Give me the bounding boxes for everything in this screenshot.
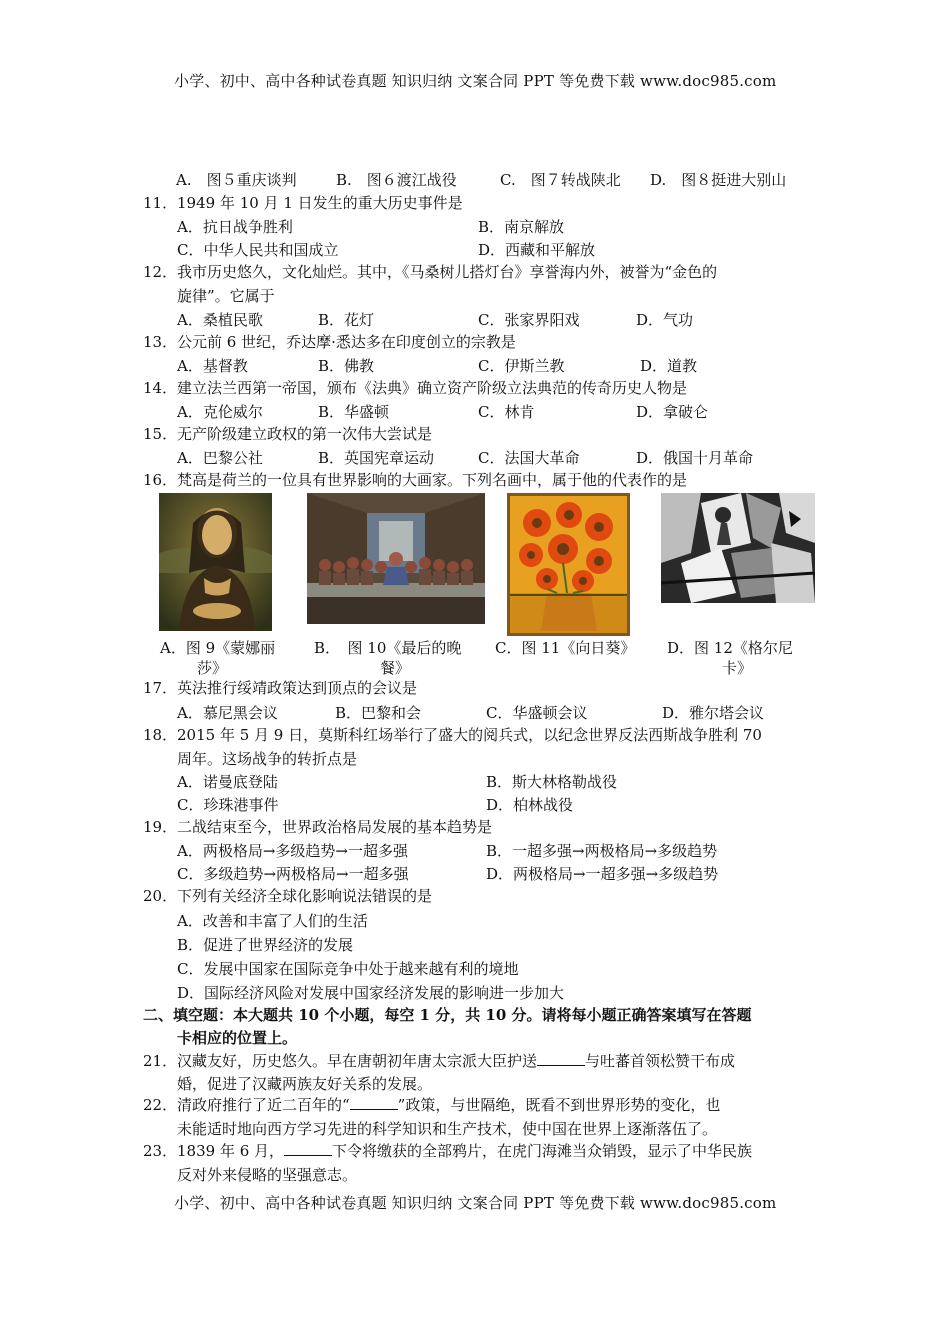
mona-lisa-image bbox=[159, 493, 272, 631]
q13-option-d: D．道教 bbox=[640, 357, 698, 375]
answer-blank[interactable] bbox=[284, 1141, 332, 1156]
question-22-text-cont: 未能适时地向西方学习先进的科学知识和生产技术，使中国在世界上逐渐落伍了。 bbox=[177, 1120, 718, 1138]
q17-option-b: B．巴黎和会 bbox=[335, 704, 422, 722]
q12-option-c: C．张家界阳戏 bbox=[478, 311, 580, 329]
question-number: 18． bbox=[143, 726, 178, 744]
section-2-heading: 二、填空题：本大题共 10 个小题，每空 1 分，共 10 分。请将每小题正确答案填写在答题 bbox=[143, 1006, 752, 1024]
question-number: 11． bbox=[143, 194, 178, 212]
q15-option-c: C．法国大革命 bbox=[478, 449, 580, 467]
caption-a-line2: 莎》 bbox=[197, 659, 228, 677]
question-text bbox=[177, 1051, 735, 1071]
q11-option-b: B．南京解放 bbox=[478, 218, 565, 236]
question-23-text-cont: 反对外来侵略的坚强意志。 bbox=[177, 1166, 358, 1184]
q10-option-b: B. 图６渡江战役 bbox=[336, 171, 457, 189]
caption-d-line1: D．图 12《格尔尼 bbox=[667, 639, 793, 657]
question-number: 23． bbox=[143, 1142, 178, 1160]
q20-option-c: C．发展中国家在国际竞争中处于越来越有利的境地 bbox=[177, 960, 519, 978]
q14-option-d: D．拿破仑 bbox=[636, 403, 709, 421]
question-number: 19． bbox=[143, 818, 178, 836]
last-supper-image bbox=[307, 493, 485, 624]
question-number: 16． bbox=[143, 471, 178, 489]
question-text: 1949 年 10 月 1 日发生的重大历史事件是 bbox=[177, 194, 463, 212]
q13-option-c: C．伊斯兰教 bbox=[478, 357, 565, 375]
text-part: ”政策，与世隔绝，既看不到世界形势的变化，也 bbox=[397, 1096, 721, 1114]
q11-option-a: A．抗日战争胜利 bbox=[177, 218, 293, 236]
q14-option-c: C．林肯 bbox=[478, 403, 535, 421]
section-2-heading-cont: 卡相应的位置上。 bbox=[177, 1029, 298, 1047]
question-number: 13． bbox=[143, 333, 178, 351]
q12-option-a: A．桑植民歌 bbox=[177, 311, 263, 329]
q13-option-a: A．基督教 bbox=[177, 357, 248, 375]
caption-b-line1: B． 图 10《最后的晚 bbox=[314, 639, 462, 657]
question-18-text-cont: 周年。这场战争的转折点是 bbox=[177, 750, 358, 768]
question-text: 无产阶级建立政权的第一次伟大尝试是 bbox=[177, 425, 433, 443]
caption-b-line2: 餐》 bbox=[380, 659, 411, 677]
q10-option-d: D. 图８挺进大别山 bbox=[650, 171, 787, 189]
answer-blank[interactable] bbox=[350, 1095, 398, 1110]
q13-option-b: B．佛教 bbox=[318, 357, 375, 375]
text-part: 1839 年 6 月， bbox=[177, 1142, 285, 1160]
text-part: 汉藏友好，历史悠久。早在唐朝初年唐太宗派大臣护送 bbox=[177, 1052, 538, 1070]
q15-option-a: A．巴黎公社 bbox=[177, 449, 263, 467]
text-part: 下令将缴获的全部鸦片，在虎门海滩当众销毁，显示了中华民族 bbox=[332, 1142, 753, 1160]
q18-option-b: B．斯大林格勒战役 bbox=[486, 773, 618, 791]
q20-option-a: A．改善和丰富了人们的生活 bbox=[177, 912, 368, 930]
q11-option-c: C．中华人民共和国成立 bbox=[177, 241, 339, 259]
q10-option-a: A. 图５重庆谈判 bbox=[176, 171, 297, 189]
sunflowers-image bbox=[507, 493, 630, 636]
question-text: 我市历史悠久，文化灿烂。其中，《马桑树儿搭灯台》享誉海内外，被誉为“金色的 bbox=[177, 263, 718, 281]
question-21-text-cont: 婚，促进了汉藏两族友好关系的发展。 bbox=[177, 1075, 433, 1093]
question-number: 22． bbox=[143, 1096, 178, 1114]
q15-option-d: D．俄国十月革命 bbox=[636, 449, 754, 467]
q18-option-c: C．珍珠港事件 bbox=[177, 796, 279, 814]
q20-option-b: B．促进了世界经济的发展 bbox=[177, 936, 354, 954]
q19-option-b: B．一超多强→两极格局→多级趋势 bbox=[486, 842, 718, 860]
question-number: 17． bbox=[143, 679, 178, 697]
q17-option-a: A．慕尼黑会议 bbox=[177, 704, 278, 722]
answer-blank[interactable] bbox=[537, 1051, 585, 1066]
question-number: 21． bbox=[143, 1052, 178, 1070]
question-text: 英法推行绥靖政策达到顶点的会议是 bbox=[177, 679, 418, 697]
q19-option-d: D．两极格局→一超多强→多级趋势 bbox=[486, 865, 719, 883]
question-text: 二战结束至今，世界政治格局发展的基本趋势是 bbox=[177, 818, 493, 836]
q15-option-b: B．英国宪章运动 bbox=[318, 449, 435, 467]
q18-option-d: D．柏林战役 bbox=[486, 796, 574, 814]
question-text: 公元前 6 世纪，乔达摩·悉达多在印度创立的宗教是 bbox=[177, 333, 516, 351]
text-part: 与吐蕃首领松赞干布成 bbox=[585, 1052, 736, 1070]
caption-c-line1: C．图 11《向日葵》 bbox=[495, 639, 636, 657]
q17-option-d: D．雅尔塔会议 bbox=[662, 704, 765, 722]
q19-option-a: A．两极格局→多级趋势→一超多强 bbox=[177, 842, 408, 860]
question-number: 14． bbox=[143, 379, 178, 397]
q11-option-d: D．西藏和平解放 bbox=[478, 241, 596, 259]
question-number: 12． bbox=[143, 263, 178, 281]
question-text bbox=[177, 1095, 720, 1115]
q18-option-a: A．诺曼底登陆 bbox=[177, 773, 278, 791]
question-text: 下列有关经济全球化影响说法错误的是 bbox=[177, 887, 433, 905]
guernica-image bbox=[661, 493, 815, 603]
q14-option-b: B．华盛顿 bbox=[318, 403, 390, 421]
question-text: 梵高是荷兰的一位具有世界影响的大画家。下列名画中，属于他的代表作的是 bbox=[177, 471, 688, 489]
question-12-text-cont: 旋律”。它属于 bbox=[177, 287, 275, 305]
caption-d-line2: 卡》 bbox=[722, 659, 753, 677]
question-number: 20． bbox=[143, 887, 178, 905]
q12-option-d: D．气功 bbox=[636, 311, 694, 329]
question-text bbox=[177, 1141, 752, 1161]
q19-option-c: C．多级趋势→两极格局→一超多强 bbox=[177, 865, 409, 883]
q20-option-d: D．国际经济风险对发展中国家经济发展的影响进一步加大 bbox=[177, 984, 565, 1002]
question-text: 建立法兰西第一帝国，颁布《法典》确立资产阶级立法典范的传奇历史人物是 bbox=[177, 379, 688, 397]
question-number: 15． bbox=[143, 425, 178, 443]
q17-option-c: C．华盛顿会议 bbox=[486, 704, 588, 722]
text-part: 清政府推行了近二百年的“ bbox=[177, 1096, 350, 1114]
q14-option-a: A．克伦威尔 bbox=[177, 403, 263, 421]
page-header: 小学、初中、高中各种试卷真题 知识归纳 文案合同 PPT 等免费下载 www.doc985.com bbox=[174, 72, 777, 90]
page-footer: 小学、初中、高中各种试卷真题 知识归纳 文案合同 PPT 等免费下载 www.doc985.com bbox=[174, 1194, 777, 1212]
q12-option-b: B．花灯 bbox=[318, 311, 375, 329]
caption-a-line1: A．图 9《蒙娜丽 bbox=[160, 639, 276, 657]
q10-option-c: C. 图７转战陕北 bbox=[500, 171, 621, 189]
question-text: 2015 年 5 月 9 日，莫斯科红场举行了盛大的阅兵式，以纪念世界反法西斯战争胜利 70 bbox=[177, 726, 762, 744]
